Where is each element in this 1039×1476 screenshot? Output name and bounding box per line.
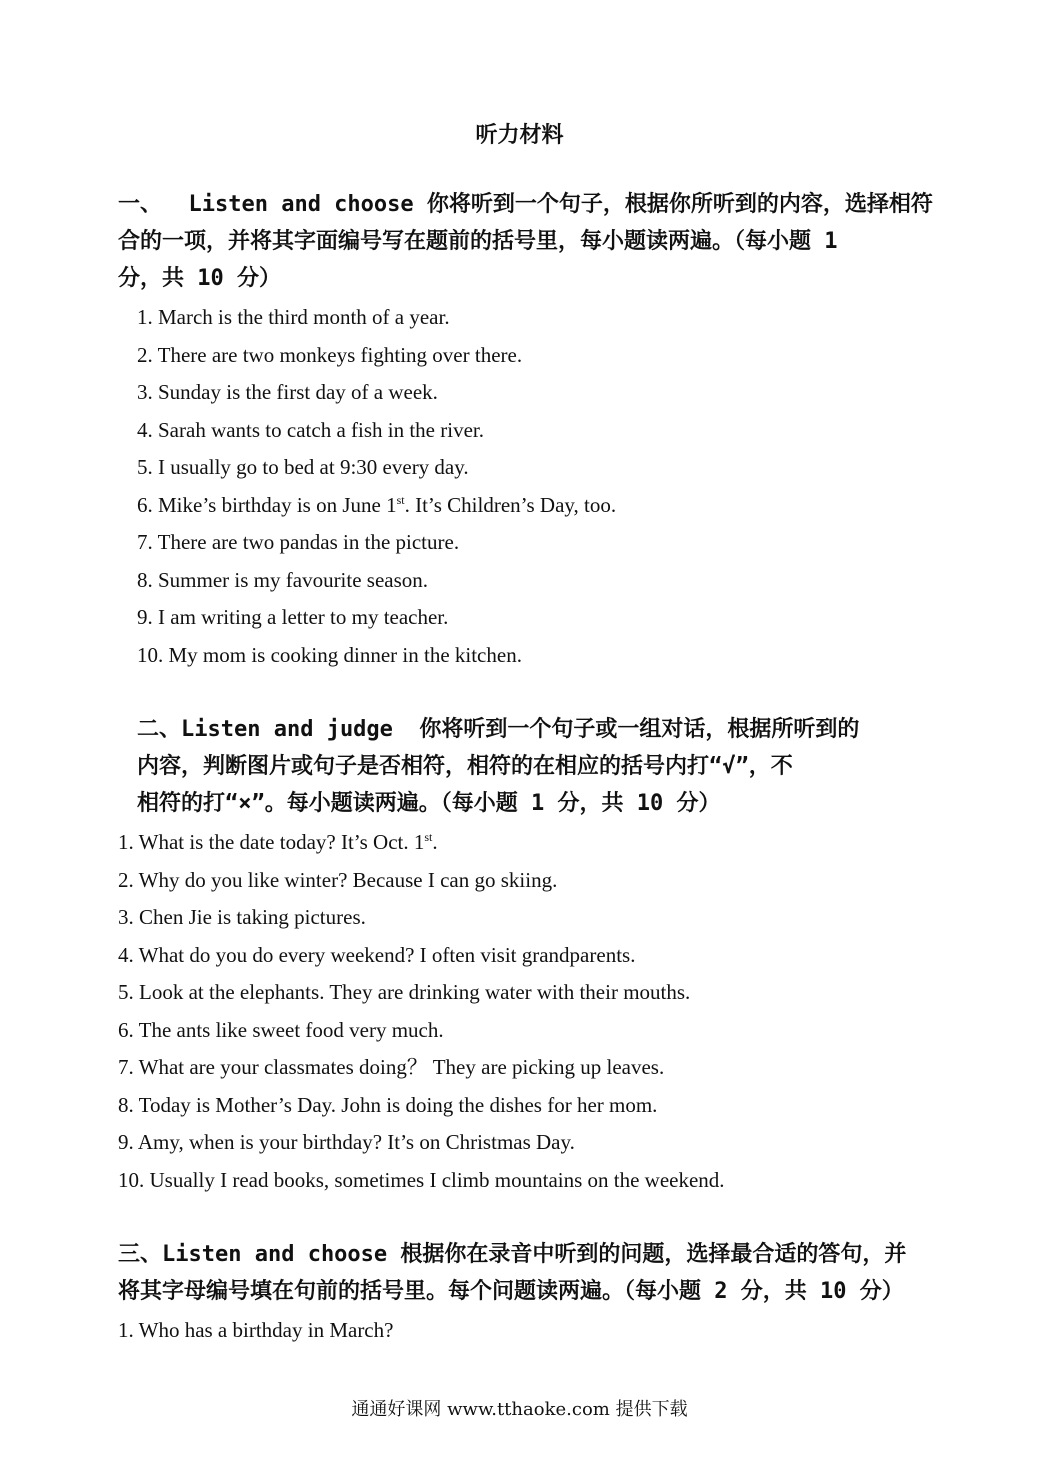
section1-item: 3. Sunday is the first day of a week. — [137, 380, 438, 404]
section1-item-6-text: 6. Mike’s birthday is on June 1 — [137, 493, 397, 517]
section2-item: 4. What do you do every weekend? I often visit grandparents. — [118, 943, 636, 967]
section2-heading-line-1: 二、Listen and judge 你将听到一个句子或一组对话，根据所听到的 — [137, 717, 860, 742]
section2-item: 7. What are your classmates doing？ They are picking up leaves. — [118, 1055, 665, 1079]
section1-item: 4. Sarah wants to catch a fish in the river. — [137, 418, 484, 442]
page-title: 听力材料 — [475, 122, 564, 148]
section1-item-6 — [137, 492, 616, 518]
section1-heading-line-3: 分，共 10 分） — [118, 266, 281, 291]
section1-item: 7. There are two pandas in the picture. — [137, 530, 460, 554]
section1-heading-line-2: 合的一项，并将其字面编号写在题前的括号里，每小题读两遍。（每小题 1 — [118, 229, 838, 254]
section2-item: 9. Amy, when is your birthday? It’s on Christmas Day. — [118, 1130, 575, 1154]
section2-heading-line-3: 相符的打“×”。每小题读两遍。（每小题 1 分，共 10 分） — [137, 791, 721, 816]
section2-item: 10. Usually I read books, sometimes I climb mountains on the weekend. — [118, 1168, 725, 1192]
section2-heading-line-2: 内容，判断图片或句子是否相符，相符的在相应的括号内打“√”，不 — [137, 754, 793, 779]
section2-item-1-tail: . — [432, 830, 438, 854]
section2-item: 5. Look at the elephants. They are drinking water with their mouths. — [118, 980, 691, 1004]
section2-item: 8. Today is Mother’s Day. John is doing the dishes for her mom. — [118, 1093, 658, 1117]
ordinal-suffix: st — [396, 493, 405, 507]
section3-heading-line-1: 三、Listen and choose 根据你在录音中听到的问题，选择最合适的答句，并 — [118, 1242, 907, 1267]
page-footer: 通通好课网 www.tthaoke.com 提供下载 — [351, 1399, 688, 1420]
section1-item: 5. I usually go to bed at 9:30 every day. — [137, 455, 469, 479]
section3-item: 1. Who has a birthday in March? — [118, 1318, 394, 1342]
section2-item: 2. Why do you like winter? Because I can go skiing. — [118, 868, 558, 892]
section1-item: 2. There are two monkeys fighting over there. — [137, 343, 523, 367]
ordinal-suffix: st — [424, 830, 433, 844]
section2-item-1 — [118, 829, 438, 855]
section2-item: 6. The ants like sweet food very much. — [118, 1018, 444, 1042]
section1-item: 8. Summer is my favourite season. — [137, 568, 429, 592]
section3-heading-line-2: 将其字母编号填在句前的括号里。每个问题读两遍。（每小题 2 分，共 10 分） — [118, 1279, 904, 1304]
section1-item: 1. March is the third month of a year. — [137, 305, 450, 329]
section1-item-6-tail: . It’s Children’s Day, too. — [404, 493, 617, 517]
section1-item: 9. I am writing a letter to my teacher. — [137, 605, 449, 629]
section1-heading-line-1: 一、 Listen and choose 你将听到一个句子，根据你所听到的内容，选择相符 — [118, 192, 933, 217]
section2-item: 3. Chen Jie is taking pictures. — [118, 905, 366, 929]
section2-item-1-text: 1. What is the date today? It’s Oct. 1 — [118, 830, 425, 854]
section1-item: 10. My mom is cooking dinner in the kitchen. — [137, 643, 522, 667]
